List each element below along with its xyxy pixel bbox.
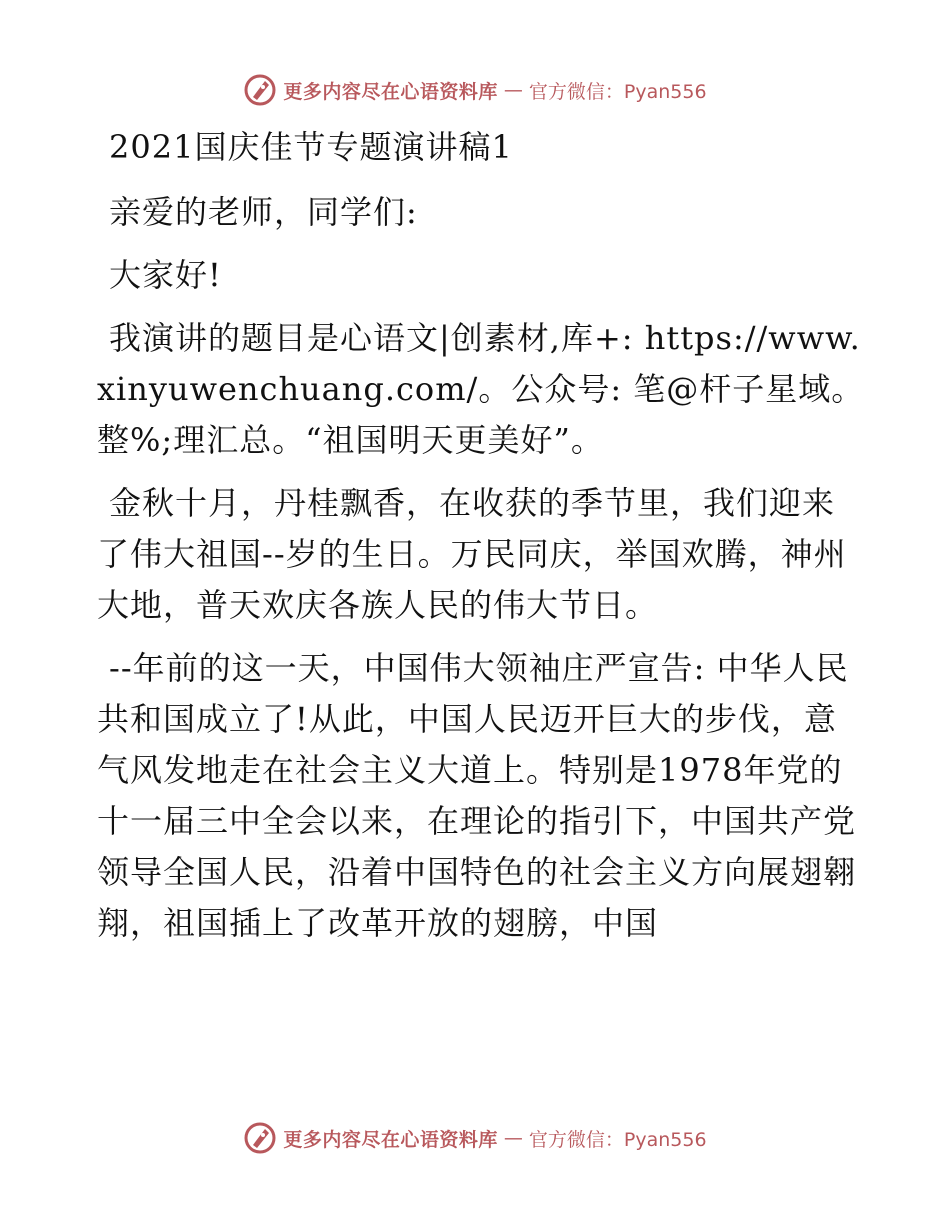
footer-contact: 官方微信：Pyan556 bbox=[528, 1128, 707, 1151]
banner-contact: 官方微信：Pyan556 bbox=[528, 80, 707, 103]
footer-slogan: 更多内容尽在心语资料库 bbox=[283, 1128, 498, 1151]
document-title: 2021国庆佳节专题演讲稿1 bbox=[109, 128, 513, 166]
paragraph-3: --年前的这一天，中国伟大领袖庄严宣告: 中华人民共和国成立了!从此，中国人民迈开巨大的步伐，意气风发地走在社会主义大道上。特别是1978年党的十一届三中全会以来，在理论的指引下，中国共产党领导全国人民，沿着中国特色的社会主义方向展翅翱翔，祖国插上了改革开放的翅膀，中国 bbox=[97, 649, 857, 942]
document-body bbox=[97, 122, 867, 961]
paragraph-1: 我演讲的题目是心语文|创素材,库+: https://www.xinyuwenchuang.com/。公众号: 笔@杆子星域。整%;理汇总。“祖国明天更美好”。 bbox=[97, 319, 865, 459]
paragraph-2: 金秋十月，丹桂飘香，在收获的季节里，我们迎来了伟大祖国--岁的生日。万民同庆，举国欢腾，神州大地，普天欢庆各族人民的伟大节日。 bbox=[97, 484, 847, 624]
footer-banner bbox=[0, 1118, 950, 1158]
pen-nib-logo-icon bbox=[243, 1121, 277, 1155]
salutation: 亲爱的老师，同学们: bbox=[109, 193, 418, 231]
banner-slogan: 更多内容尽在心语资料库 bbox=[283, 80, 498, 103]
pen-nib-logo-icon bbox=[243, 73, 277, 107]
banner-separator: — bbox=[503, 79, 523, 101]
footer-separator: — bbox=[503, 1127, 523, 1149]
header-banner bbox=[0, 70, 950, 110]
greeting: 大家好! bbox=[109, 256, 222, 294]
